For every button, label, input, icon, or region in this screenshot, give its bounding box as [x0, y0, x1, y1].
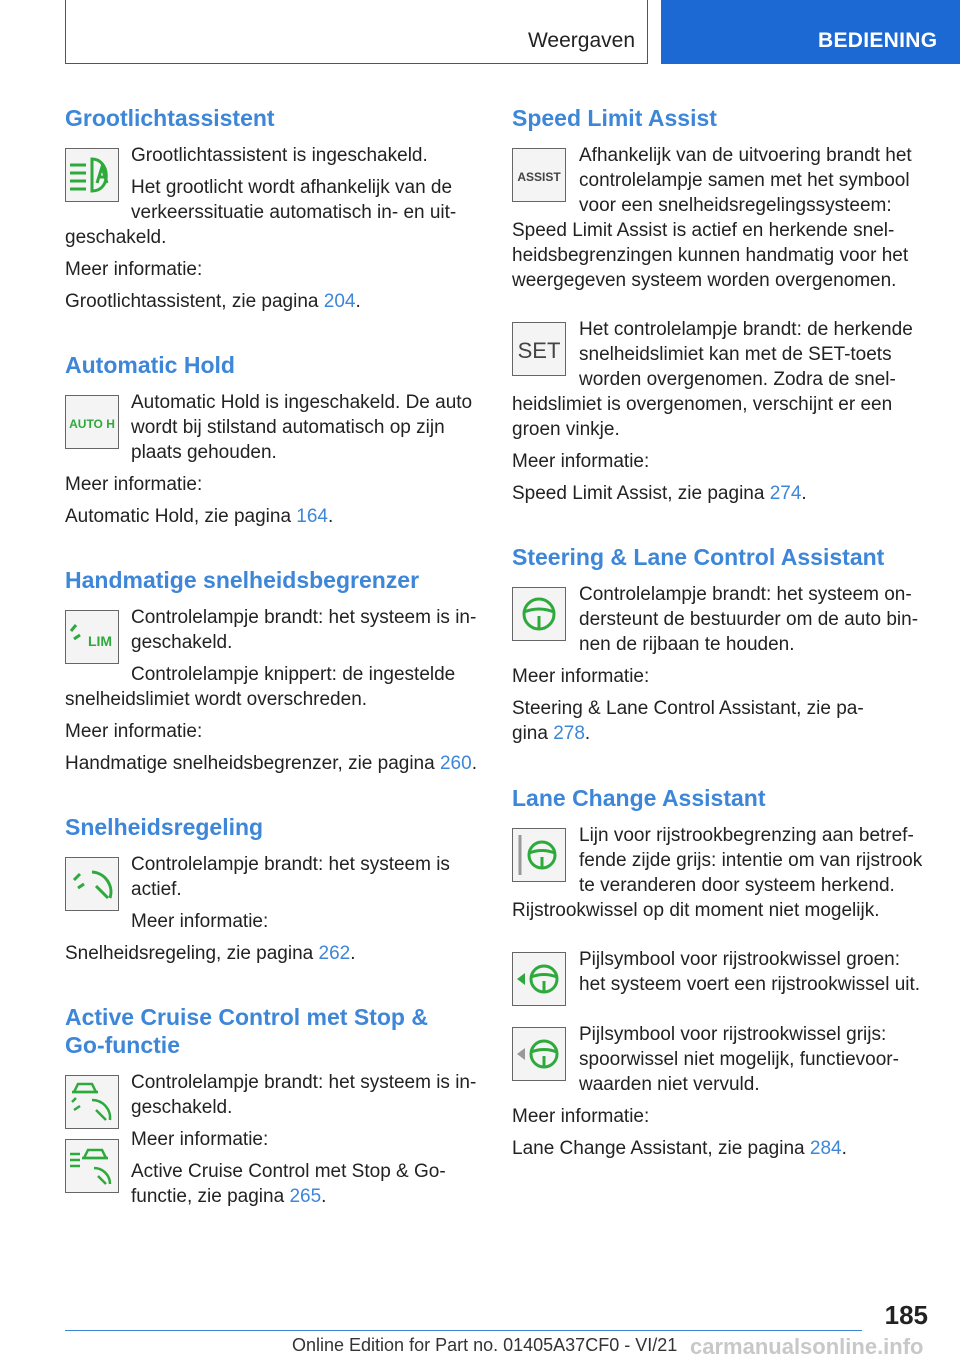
text-line: Meer informatie:	[131, 1129, 269, 1150]
watermark: carmanualsonline.info	[690, 1334, 924, 1359]
section-title: Weergaven	[527, 29, 635, 52]
text-line: geschakeld.	[131, 1097, 233, 1118]
footer-divider	[65, 1330, 862, 1331]
punctuation: .	[350, 943, 356, 964]
text-line: Grootlichtassistent is ingeschakeld.	[131, 145, 428, 166]
page-link-164[interactable]: 164	[296, 506, 328, 527]
text-line: waarden niet vervuld.	[579, 1074, 760, 1095]
assist-icon-text: ASSIST	[517, 170, 561, 184]
cruise-control-icon	[65, 857, 119, 911]
steering-wheel-icon	[512, 587, 566, 641]
text-line: weergegeven systeem worden overgenomen.	[512, 270, 897, 291]
heading-handmatige-snelheidsbegrenzer: Handmatige snelheidsbegrenzer	[65, 567, 420, 593]
page-link-204[interactable]: 204	[323, 291, 356, 312]
text-line: Active Cruise Control met Stop & Go-	[131, 1161, 446, 1182]
text-line: geschakeld.	[65, 227, 167, 248]
edition-text: Online Edition for Part no. 01405A37CF0 - VI/21	[292, 1335, 678, 1355]
text-line: Het grootlicht wordt afhankelijk van de	[131, 177, 453, 198]
page-link-262[interactable]: 262	[318, 943, 351, 964]
active-cruise-control-icon	[65, 1075, 119, 1129]
reference-text: Handmatige snelheidsbegrenzer, zie pagina	[65, 753, 440, 774]
text-line: Meer informatie:	[512, 1106, 650, 1127]
heading-steering-lane-control: Steering & Lane Control Assistant	[512, 544, 885, 570]
punctuation: .	[355, 291, 361, 312]
text-line: worden overgenomen. Zodra de snel-	[579, 369, 896, 390]
reference-text: Lane Change Assistant, zie pagina	[512, 1138, 810, 1159]
text-line: plaats gehouden.	[131, 442, 277, 463]
reference-text: functie, zie pagina	[131, 1186, 290, 1207]
heading-lane-change-assistant: Lane Change Assistant	[512, 785, 766, 811]
heading-active-cruise-control-2: Go-functie	[65, 1032, 180, 1058]
header-box	[65, 0, 648, 64]
text-line: Meer informatie:	[131, 911, 269, 932]
punctuation: .	[584, 723, 591, 744]
reference-line	[65, 504, 333, 530]
text-line: heidsbegrenzingen kunnen handmatig voor het	[512, 245, 909, 266]
reference-text: Automatic Hold, zie pagina	[65, 506, 297, 527]
set-icon	[512, 322, 566, 376]
text-line: heidslimiet is overgenomen, verschijnt er een	[512, 394, 893, 415]
reference-text: Speed Limit Assist, zie pagina	[512, 483, 770, 504]
reference-line	[512, 481, 807, 507]
heading-grootlichtassistent: Grootlichtassistent	[65, 105, 275, 131]
text-line: Lijn voor rijstrookbegrenzing aan betref-	[579, 825, 914, 846]
text-line: Rijstrookwissel op dit moment niet mogelijk.	[512, 900, 880, 921]
text-line: Controlelampje brandt: het systeem is in-	[131, 1072, 477, 1093]
heading-snelheidsregeling: Snelheidsregeling	[65, 814, 264, 840]
text-line: Meer informatie:	[65, 721, 203, 742]
reference-line	[65, 941, 356, 967]
page-link-278[interactable]: 278	[553, 723, 585, 744]
text-line: actief.	[131, 879, 182, 900]
text-line: Pijlsymbool voor rijstrookwissel groen:	[579, 949, 900, 970]
auto-hold-icon-text: AUTO H	[69, 417, 115, 431]
text-line: Pijlsymbool voor rijstrookwissel grijs:	[579, 1024, 887, 1045]
reference-text: Grootlichtassistent, zie pagina	[65, 291, 324, 312]
text-line: controlelampje samen met het symbool	[579, 170, 910, 191]
reference-line	[65, 289, 361, 315]
text-line: dersteunt de bestuurder om de auto bin-	[579, 609, 919, 630]
text-line: het systeem voert een rijstrookwissel uit.	[579, 974, 921, 995]
text-line: snelheidslimiet kan met de SET-toets	[579, 344, 892, 365]
text-line: te veranderen door systeem herkend.	[579, 875, 895, 896]
text-line: verkeerssituatie automatisch in- en uit-	[131, 202, 457, 223]
punctuation: .	[801, 483, 807, 504]
high-beam-assistant-icon	[65, 148, 119, 202]
reference-line	[512, 1136, 847, 1162]
set-icon-text: SET	[517, 338, 561, 363]
heading-active-cruise-control-1: Active Cruise Control met Stop &	[65, 1004, 428, 1030]
text-line: Meer informatie:	[512, 451, 650, 472]
lane-change-green-arrow-icon	[512, 952, 566, 1006]
heading-automatic-hold: Automatic Hold	[65, 352, 235, 378]
reference-line	[512, 721, 590, 747]
text-line: Controlelampje brandt: het systeem is in-	[131, 607, 477, 628]
reference-line	[131, 1184, 326, 1210]
lane-change-grey-arrow-icon	[512, 1027, 566, 1081]
page-link-274[interactable]: 274	[769, 483, 802, 504]
reference-text: Snelheidsregeling, zie pagina	[65, 943, 319, 964]
text-line: snelheidslimiet wordt overschreden.	[65, 689, 368, 710]
punctuation: .	[321, 1186, 327, 1207]
auto-hold-icon	[65, 395, 119, 449]
lane-change-grey-line-icon	[512, 828, 566, 882]
page-number: 185	[884, 1300, 928, 1330]
reference-line	[65, 751, 477, 777]
text-line: Controlelampje brandt: het systeem is	[131, 854, 450, 875]
text-line: Meer informatie:	[512, 666, 650, 687]
speed-limiter-icon	[65, 610, 119, 664]
text-line: Steering & Lane Control Assistant, zie pa-	[512, 698, 864, 719]
punctuation: .	[841, 1138, 847, 1159]
page-link-260[interactable]: 260	[439, 753, 472, 774]
chapter-tab[interactable]	[661, 0, 960, 64]
page-link-265[interactable]: 265	[289, 1186, 322, 1207]
text-line: Controlelampje knippert: de ingestelde	[131, 664, 456, 685]
page-link-284[interactable]: 284	[809, 1138, 842, 1159]
text-line: Controlelampje brandt: het systeem on-	[579, 584, 912, 605]
text-line: Meer informatie:	[65, 474, 203, 495]
text-line: voor een snelheidsregelingssysteem:	[579, 195, 892, 216]
text-line: nen de rijbaan te houden.	[579, 634, 795, 655]
text-line: Afhankelijk van de uitvoering brandt het	[579, 145, 912, 166]
punctuation: .	[328, 506, 334, 527]
text-line: fende zijde grijs: intentie om van rijstrook	[579, 850, 923, 871]
speed-limiter-icon-text: LIM	[87, 633, 113, 649]
text-line: geschakeld.	[131, 632, 233, 653]
text-line: wordt bij stilstand automatisch op zijn	[131, 417, 445, 438]
punctuation: .	[471, 753, 477, 774]
text-line: Het controlelampje brandt: de herkende	[579, 319, 913, 340]
heading-speed-limit-assist: Speed Limit Assist	[512, 105, 717, 131]
text-line: Meer informatie:	[65, 259, 203, 280]
active-cruise-control-stop-go-icon	[65, 1139, 119, 1193]
text-line: Automatic Hold is ingeschakeld. De auto	[131, 392, 473, 413]
text-line: Speed Limit Assist is actief en herkende snel-	[512, 220, 895, 241]
chapter-tab-label: BEDIENING	[818, 29, 938, 52]
text-line: groen vinkje.	[512, 419, 620, 440]
speed-limit-assist-icon	[512, 148, 566, 202]
text-line: spoorwissel niet mogelijk, functievoor-	[579, 1049, 899, 1070]
reference-text: gina	[512, 723, 554, 744]
